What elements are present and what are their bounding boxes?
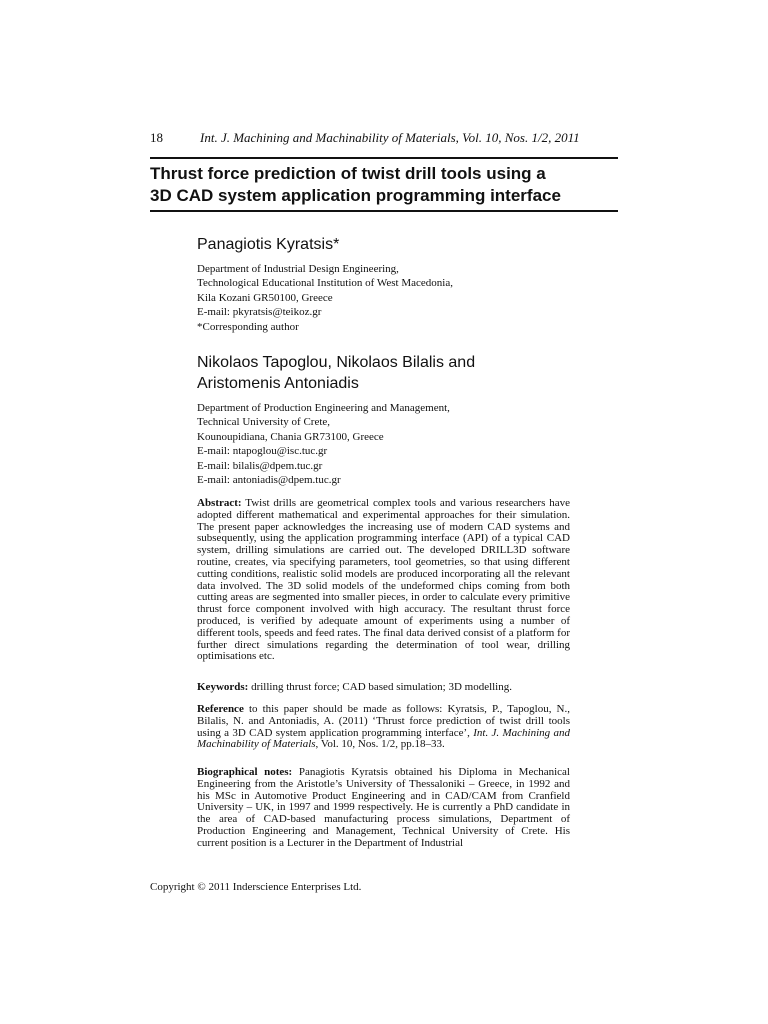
paper-title [150,163,620,207]
affiliation-2-email: E-mail: antoniadis@dpem.tuc.gr [197,474,341,487]
abstract-label: Abstract: [197,497,242,509]
affiliation-2-line: Kounoupidiana, Chania GR73100, Greece [197,430,384,443]
author-names-2 [197,352,597,394]
reference [197,704,570,751]
reference-volume: , Vol. 10, Nos. 1/2, pp.18–33. [315,738,445,751]
copyright-notice: Copyright © 2011 Inderscience Enterprises Ltd. [150,881,362,893]
keywords [197,682,570,694]
corresponding-author-note: *Corresponding author [197,320,299,333]
affiliation-2-email: E-mail: bilalis@dpem.tuc.gr [197,459,323,472]
author-names-2-line-1: Nikolaos Tapoglou, Nikolaos Bilalis and [197,354,476,371]
paper-title-line-2: 3D CAD system application programming interface [150,186,561,205]
journal-header: Int. J. Machining and Machinability of Materials, Vol. 10, Nos. 1/2, 2011 [200,130,580,145]
biographical-notes [197,767,570,850]
reference-label: Reference [197,703,244,715]
affiliation-2-email: E-mail: ntapoglou@isc.tuc.gr [197,445,328,458]
author-names-2-line-2: Aristomenis Antoniadis [197,375,359,392]
affiliation-2-line: Department of Production Engineering and Management, [197,402,450,414]
affiliation-2 [197,401,450,487]
paper-title-line-1: Thrust force prediction of twist drill tools using a [150,164,546,183]
affiliation-2-line: Technical University of Crete, [197,416,331,429]
reference-journal: Int. J. Machining and Machinability of Materials [197,726,571,751]
bio-label: Biographical notes: [197,766,293,778]
keywords-text: drilling thrust force; CAD based simulation; 3D modelling. [251,681,512,693]
reference-text: to this paper should be made as follows: Kyratsis, P., Tapoglou, N., Bilalis, N. and Antoniadis, A. (2011) ‘Thrust force prediction of twist drill tools using a 3D CAD system application programming interface’, [197,703,571,739]
affiliation-1-email: E-mail: pkyratsis@teikoz.gr [197,306,322,319]
affiliation-1-line: Department of Industrial Design Engineering, [197,263,399,275]
title-top-rule [150,157,618,159]
abstract [197,498,570,663]
author-name-1: Panagiotis Kyratsis* [197,236,340,253]
keywords-label: Keywords: [197,681,249,693]
affiliation-1-line: Technological Educational Institution of West Macedonia, [197,277,453,290]
affiliation-1-line: Kila Kozani GR50100, Greece [197,291,333,304]
abstract-text: Twist drills are geometrical complex tools and various researchers have adopted different mathematical and experimental approaches for their simulation. The present paper acknowledges the increasing use of modern CAD systems and subsequently, using the application programming interface (API) of a typical CAD system, drilling simulations are carried out. The developed DRILL3D software routine, creates, via specifying parameters, tool geometries, so that using different cutting conditions, realistic solid models are produced incorporating all the relevant data involved. The 3D solid models of the undeformed chips coming from both cutting areas are segmented into smaller pieces, in order to calculate every primitive thrust force component involved with high accuracy. The resultant thrust force produced, is verified by adequate amount of experiments using a number of different tools, speeds and feed rates. The final data derived consist of a platform for further direct simulations regarding the determination of tool wear, drilling optimisations etc. [197,497,570,663]
title-bottom-rule [150,210,618,212]
bio-text: Panagiotis Kyratsis obtained his Diploma in Mechanical Engineering from the Aristotle’s University of Thessaloniki – Greece, in 1992 and his MSc in Automotive Product Engineering and in CAD/CAM from Cranfield University – UK, in 1997 and 1999 respectively. He is currently a PhD candidate in the area of CAD-based manufacturing process simulations, Department of Production Engineering and Management, Technical University of Crete. His current position is a Lecturer in the Department of Industrial [197,766,570,849]
affiliation-1 [197,262,453,334]
page-number: 18 [150,130,163,145]
